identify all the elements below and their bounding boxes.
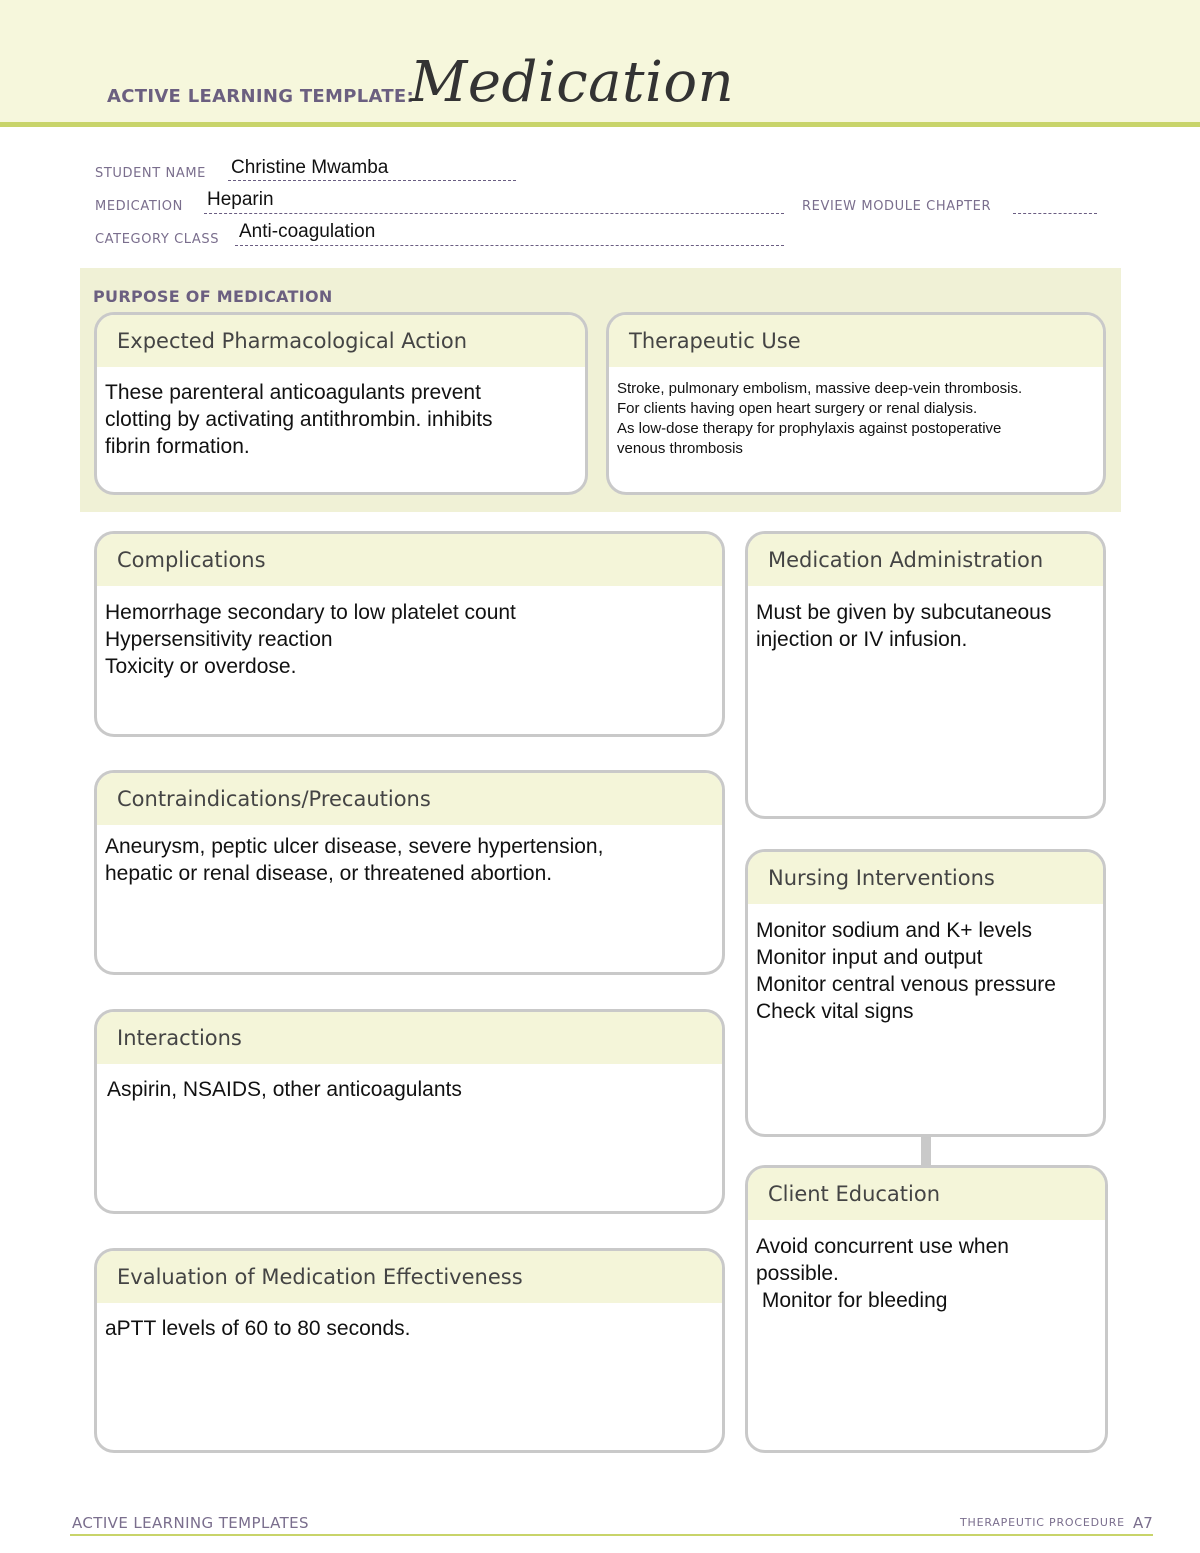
therapeutic-use-box [606,312,1106,495]
footer-divider [70,1534,1153,1536]
text-line: Hypersensitivity reaction [105,628,333,651]
interactions-heading: Interactions [97,1012,722,1064]
page-number: A7 [1133,1514,1153,1532]
contraindications-box [94,770,725,975]
review-module-label: REVIEW MODULE CHAPTER [802,199,992,214]
footer-left: ACTIVE LEARNING TEMPLATES [72,1514,309,1532]
text-line: These parenteral anticoagulants prevent [105,381,481,404]
client-education-heading: Client Education [748,1168,1105,1220]
text-line: For clients having open heart surgery or renal dialysis. [617,400,978,417]
evaluation-box [94,1248,725,1453]
client-education-box [745,1165,1108,1453]
text-line: Aspirin, NSAIDS, other anticoagulants [107,1078,462,1101]
text-line: fibrin formation. [105,435,250,458]
text-line: Monitor for bleeding [756,1289,948,1312]
nursing-interventions-heading: Nursing Interventions [748,852,1103,904]
text-line: Monitor input and output [756,946,983,969]
medication-underline [204,213,784,214]
text-line: Check vital signs [756,1000,914,1023]
text-line: Avoid concurrent use when [756,1235,1009,1258]
category-class-field[interactable]: Anti-coagulation [239,221,376,242]
text-line: As low-dose therapy for prophylaxis against postoperative [617,420,1002,437]
therapeutic-use-text[interactable] [609,367,1103,459]
review-module-underline [1013,213,1097,214]
medication-administration-heading: Medication Administration [748,534,1103,586]
text-line: Must be given by subcutaneous [756,601,1052,624]
medication-administration-text[interactable] [748,586,1103,653]
category-class-underline [235,245,784,246]
text-line: Toxicity or overdose. [105,655,297,678]
text-line: clotting by activating antithrombin. inhibits [105,408,493,431]
text-line: Monitor central venous pressure [756,973,1056,996]
expected-action-box [94,312,588,495]
student-name-underline [228,180,516,181]
text-line: Stroke, pulmonary embolism, massive deep-vein thrombosis. [617,380,1023,397]
purpose-title: PURPOSE OF MEDICATION [93,287,333,306]
medication-administration-box [745,531,1106,819]
text-line: aPTT levels of 60 to 80 seconds. [105,1317,411,1340]
nursing-interventions-box [745,849,1106,1137]
evaluation-text[interactable] [97,1303,722,1342]
evaluation-heading: Evaluation of Medication Effectiveness [97,1251,722,1303]
footer-right: THERAPEUTIC PROCEDURE [960,1516,1125,1529]
box-connector [921,1134,931,1166]
medication-label: MEDICATION [95,199,183,214]
text-line: injection or IV infusion. [756,628,968,651]
interactions-box [94,1009,725,1214]
student-name-field[interactable]: Christine Mwamba [231,157,389,178]
text-line: venous thrombosis [617,440,743,457]
template-label: ACTIVE LEARNING TEMPLATE: [107,86,414,107]
client-education-text[interactable] [748,1220,1105,1314]
text-line: Monitor sodium and K+ levels [756,919,1033,942]
complications-heading: Complications [97,534,722,586]
nursing-interventions-text[interactable] [748,904,1103,1025]
header-divider [0,122,1200,127]
category-class-label: CATEGORY CLASS [95,232,220,247]
therapeutic-use-heading: Therapeutic Use [609,315,1103,367]
text-line: possible. [756,1262,839,1285]
expected-action-heading: Expected Pharmacological Action [97,315,585,367]
complications-text[interactable] [97,586,722,680]
complications-box [94,531,725,737]
interactions-text[interactable] [97,1064,722,1103]
text-line: Hemorrhage secondary to low platelet count [105,601,516,624]
text-line: Aneurysm, peptic ulcer disease, severe hypertension, [105,835,604,858]
contraindications-text[interactable] [97,825,722,887]
text-line: hepatic or renal disease, or threatened abortion. [105,862,553,885]
student-name-label: STUDENT NAME [95,166,206,181]
page-title: Medication [410,50,735,115]
expected-action-text[interactable] [97,367,585,460]
medication-field[interactable]: Heparin [207,189,274,210]
contraindications-heading: Contraindications/Precautions [97,773,722,825]
